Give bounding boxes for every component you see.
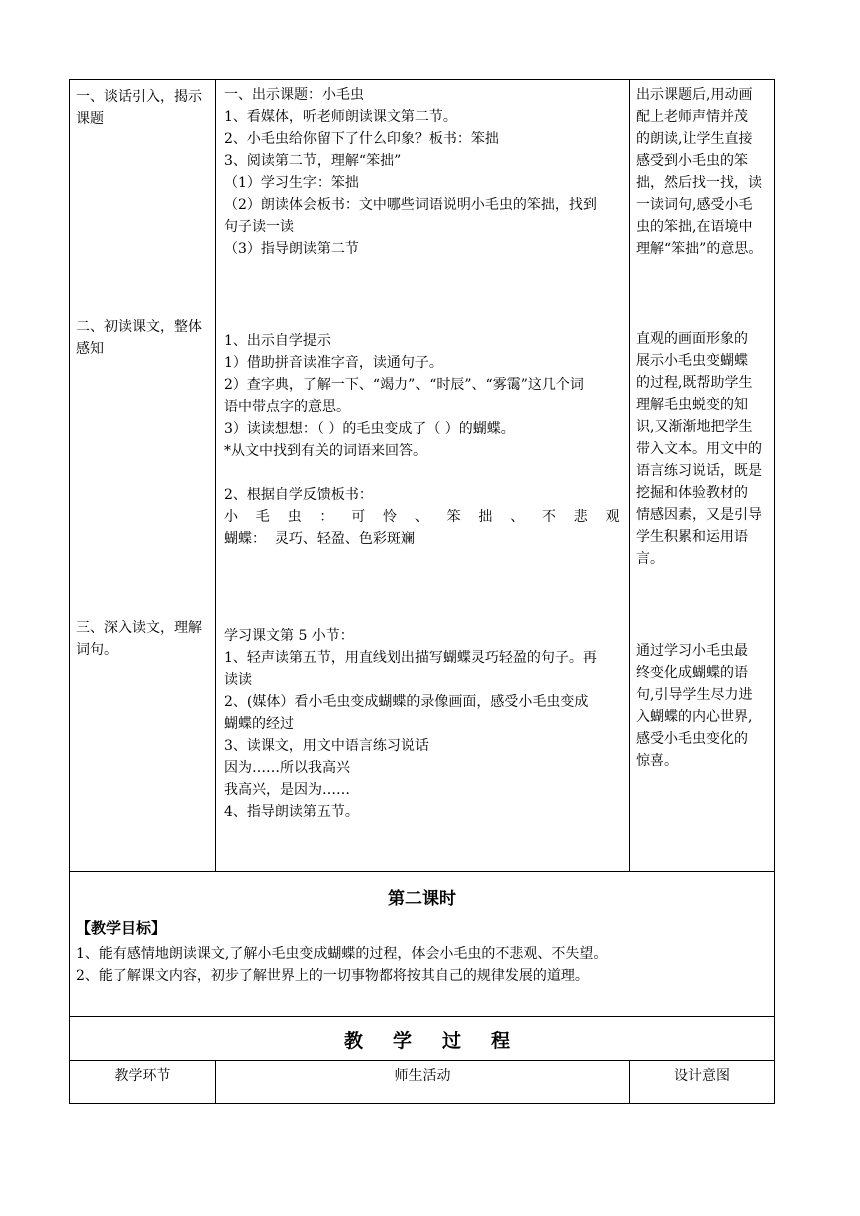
stage-line: 一、谈话引入，揭示 — [76, 89, 202, 105]
activity-line: 1）借助拼音读准字音，读通句子。 — [224, 355, 443, 371]
activity-line: 3、读课文，用文中语言练习说话 — [224, 738, 429, 754]
objectives-label: 【教学目标】 — [76, 919, 167, 937]
activity-line: 1、出示自学提示 — [224, 333, 331, 349]
design-line: 句,引导学生尽力进 — [636, 687, 753, 703]
design-line: 语言练习说话，既是 — [636, 463, 762, 479]
activity-line: 读读 — [224, 672, 252, 688]
table-border-left — [69, 79, 70, 1104]
row2-stage — [76, 316, 214, 360]
design-line: 理解“笨拙”的意思。 — [636, 241, 763, 257]
column-divider-2 — [629, 79, 630, 872]
activity-line: 2、根据自学反馈板书： — [224, 487, 373, 503]
activity-line: 语中带点字的意思。 — [224, 399, 350, 415]
row1-activity — [224, 84, 628, 260]
design-line: 展示小毛虫变蝴蝶 — [636, 353, 748, 369]
row2-design — [636, 328, 772, 570]
activity-line: 我高兴，是因为…… — [224, 782, 350, 798]
design-line: 挖掘和体验教材的 — [636, 485, 748, 501]
stage-line: 二、初读课文，整体 — [76, 319, 202, 335]
design-line: 情感因素，又是引导 — [636, 507, 762, 523]
design-line: 理解毛虫蜕变的知 — [636, 397, 748, 413]
activity-line: 学习课文第 5 小节： — [224, 628, 354, 644]
row3-stage — [76, 617, 214, 661]
design-line: 入蝴蝶的内心世界, — [636, 709, 753, 725]
design-line: 出示课题后,用动画 — [636, 87, 753, 103]
design-line: 通过学习小毛虫最 — [636, 643, 748, 659]
activity-line: （2）朗读体会板书：文中哪些词语说明小毛虫的笨拙，找到 — [224, 197, 597, 213]
table-border-right — [774, 79, 775, 1104]
activity-line: 因为……所以我高兴 — [224, 760, 350, 776]
design-line: 配上老师声情并茂 — [636, 109, 748, 125]
activity-line: 3）读读想想：（ ）的毛虫变成了（ ）的蝴蝶。 — [224, 421, 515, 437]
activity-line: 蝴蝶： 灵巧、轻盈、色彩斑斓 — [224, 531, 415, 547]
activity-line: 一、出示课题：小毛虫 — [224, 87, 364, 103]
activity-line: 句子读一读 — [224, 219, 294, 235]
activity-line: 2）查字典，了解一下、“竭力”、“时辰”、“雾霭”这几个词 — [224, 377, 584, 393]
design-line: 惊喜。 — [636, 753, 678, 769]
design-line: 虫的笨拙,在语境中 — [636, 219, 753, 235]
objective-item: 2、能了解课文内容，初步了解世界上的一切事物都将按其自己的规律发展的道理。 — [76, 968, 589, 984]
activity-line: 1、轻声读第五节，用直线划出描写蝴蝶灵巧轻盈的句子。再 — [224, 650, 597, 666]
row-divider-process — [69, 1016, 775, 1017]
header-teacher-student-activity: 师生活动 — [394, 1068, 451, 1084]
design-line: 学生积累和运用语 — [636, 529, 748, 545]
activity-line: *从文中找到有关的词语来回答。 — [224, 443, 427, 459]
table-border-bottom — [69, 1103, 775, 1104]
stage-line: 词句。 — [76, 642, 118, 658]
activity-line: 蝴蝶的经过 — [224, 716, 294, 732]
design-line: 一读词句,感受小毛 — [636, 197, 753, 213]
row3-design — [636, 640, 772, 772]
second-lesson-title: 第二课时 — [388, 889, 456, 909]
row2-activity — [224, 330, 628, 550]
activity-line: 3、阅读第二节，理解“笨拙” — [224, 153, 402, 169]
design-line: 感受到小毛虫的笨 — [636, 153, 748, 169]
design-line: 的朗读,让学生直接 — [636, 131, 753, 147]
row-divider-second-lesson — [69, 871, 775, 872]
activity-line: 4、指导朗读第五节。 — [224, 804, 359, 820]
table-border-top — [69, 79, 775, 80]
activity-line: 2、小毛虫给你留下了什么印象？板书：笨拙 — [224, 131, 499, 147]
activity-line — [224, 462, 628, 484]
row1-stage — [76, 86, 214, 130]
stage-line: 课题 — [76, 111, 104, 127]
column-divider-1 — [215, 79, 216, 872]
activity-line: 2、(媒体）看小毛虫变成蝴蝶的录像画面，感受小毛虫变成 — [224, 694, 589, 710]
teaching-process-title: 教学过程 — [343, 1030, 540, 1052]
stage-line: 三、深入读文，理解 — [76, 620, 202, 636]
row1-design — [636, 84, 772, 260]
design-line: 带入文本。用文中的 — [636, 441, 762, 457]
activity-line: 1、看媒体，听老师朗读课文第二节。 — [224, 109, 457, 125]
design-line: 感受小毛虫变化的 — [636, 731, 748, 747]
objective-item: 1、能有感情地朗读课文,了解小毛虫变成蝴蝶的过程，体会小毛虫的不悲观、不失望。 — [76, 946, 608, 962]
design-line: 终变化成蝴蝶的语 — [636, 665, 748, 681]
stage-line: 感知 — [76, 341, 104, 357]
design-line: 拙，然后找一找，读 — [636, 175, 762, 191]
design-line: 的过程,既帮助学生 — [636, 375, 753, 391]
activity-line: （3）指导朗读第二节 — [224, 241, 359, 257]
header-teaching-stage: 教学环节 — [114, 1068, 171, 1084]
design-line: 识,又渐渐地把学生 — [636, 419, 753, 435]
activity-line: （1）学习生字：笨拙 — [224, 175, 359, 191]
row-divider-headers — [69, 1060, 775, 1061]
objectives-list — [76, 943, 772, 987]
design-line: 言。 — [636, 551, 664, 567]
row3-activity — [224, 625, 628, 823]
header-design-intent: 设计意图 — [674, 1068, 730, 1084]
design-line: 直观的画面形象的 — [636, 331, 748, 347]
activity-line: 小 毛 虫 ： 可 怜 、 笨 拙 、 不 悲 观 — [224, 509, 620, 525]
